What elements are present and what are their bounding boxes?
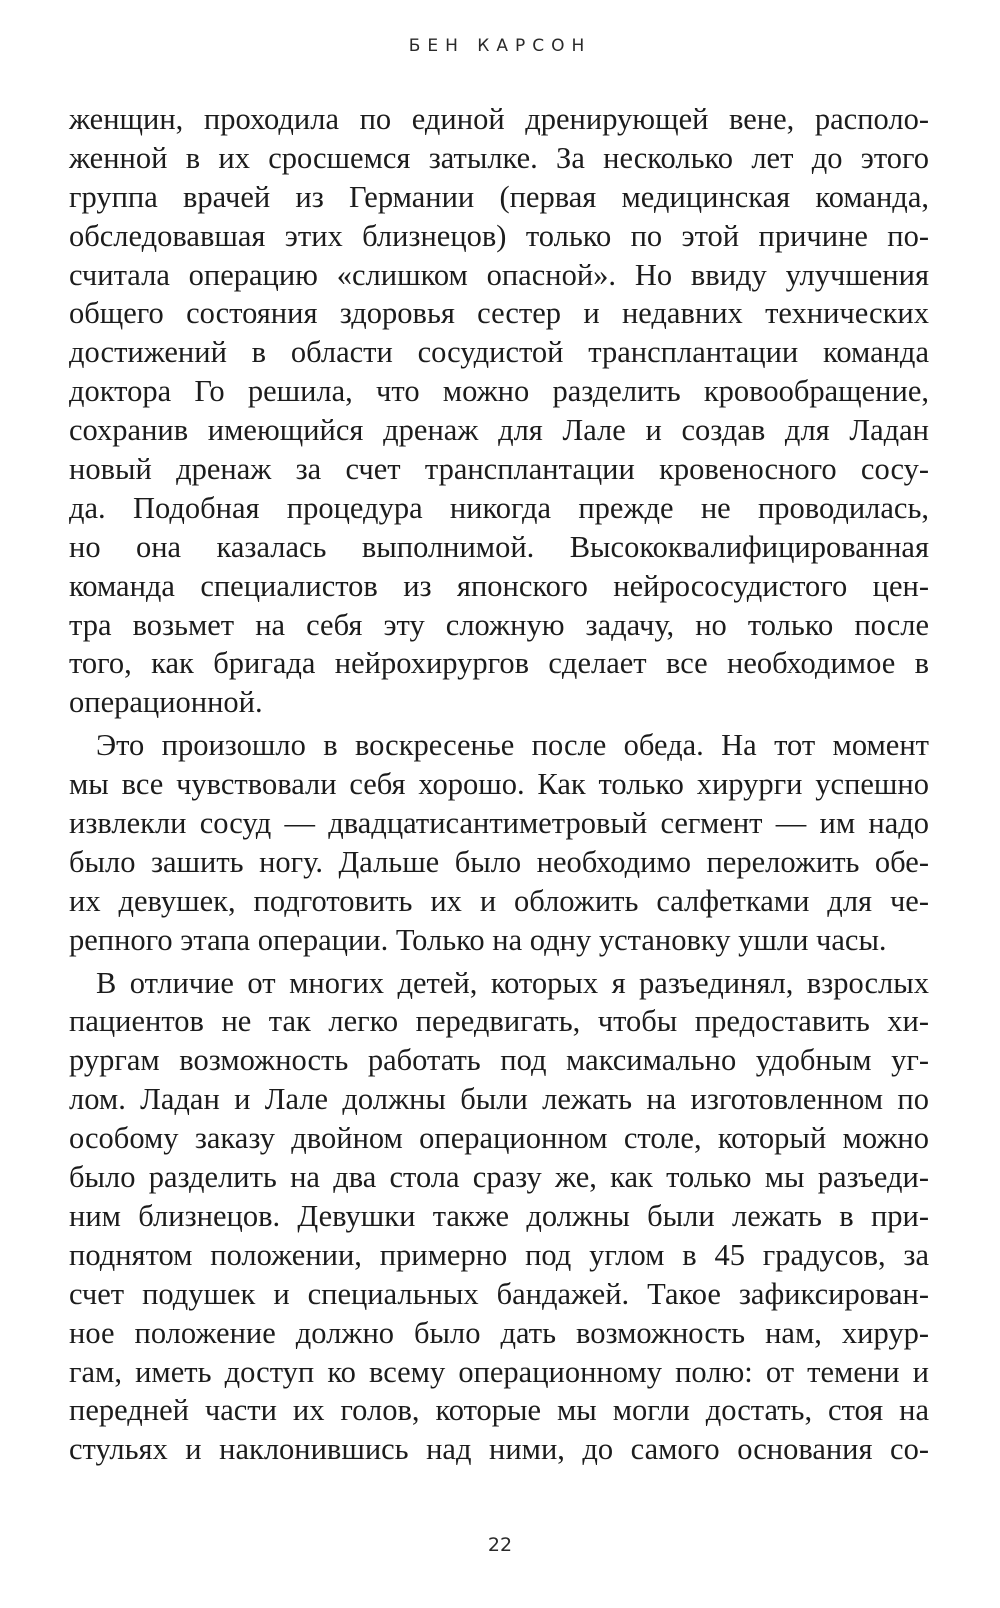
body-text bbox=[69, 100, 929, 1469]
text-line: тра возьмет на себя эту сложную задачу, но только после bbox=[69, 607, 929, 642]
text-line: пациентов не так легко передвигать, чтобы предоставить хи- bbox=[69, 1004, 929, 1039]
paragraph bbox=[69, 964, 929, 1470]
text-line: группа врачей из Германии (первая медицинская команда, bbox=[69, 179, 929, 214]
text-line: Это произошло в воскресенье после обеда. На тот момент bbox=[96, 728, 929, 763]
text-line: но она казалась выполнимой. Высококвалифицированная bbox=[69, 529, 929, 564]
text-line: репного этапа операции. Только на одну установку ушли часы. bbox=[69, 922, 887, 957]
text-line: гам, иметь доступ ко всему операционному полю: от темени и bbox=[69, 1354, 929, 1389]
paragraph bbox=[69, 100, 929, 722]
page-number: 22 bbox=[487, 1534, 513, 1556]
text-line: обследовавшая этих близнецов) только по этой причине по- bbox=[69, 218, 929, 253]
text-line: было зашить ногу. Дальше было необходимо переложить обе- bbox=[69, 844, 929, 879]
text-line: доктора Го решила, что можно разделить кровообращение, bbox=[69, 374, 929, 409]
running-head: БЕН КАРСОН bbox=[408, 36, 592, 56]
text-line: сохранив имеющийся дренаж для Лале и создав для Ладан bbox=[69, 413, 929, 448]
text-line: передней части их голов, которые мы могли достать, стоя на bbox=[69, 1393, 929, 1428]
text-line: новый дренаж за счет трансплантации кровеносного сосу- bbox=[69, 452, 929, 487]
text-line: ним близнецов. Девушки также должны были лежать в при- bbox=[69, 1198, 929, 1233]
text-line: извлекли сосуд — двадцатисантиметровый сегмент — им надо bbox=[69, 806, 929, 841]
text-line: мы все чувствовали себя хорошо. Как только хирурги успешно bbox=[69, 767, 929, 802]
text-line: ное положение должно было дать возможность нам, хирур- bbox=[69, 1315, 929, 1350]
text-line: да. Подобная процедура никогда прежде не проводилась, bbox=[69, 490, 929, 525]
text-line: рургам возможность работать под максимально удобным уг- bbox=[69, 1043, 929, 1078]
paragraph bbox=[69, 726, 929, 959]
text-line: общего состояния здоровья сестер и недавних технических bbox=[69, 296, 929, 331]
text-line: операционной. bbox=[69, 685, 263, 720]
text-line: того, как бригада нейрохирургов сделает все необходимое в bbox=[69, 646, 929, 681]
text-line: их девушек, подготовить их и обложить салфетками для че- bbox=[69, 883, 929, 918]
text-line: считала операцию «слишком опасной». Но ввиду улучшения bbox=[69, 257, 929, 292]
text-line: счет подушек и специальных бандажей. Такое зафиксирован- bbox=[69, 1276, 929, 1311]
text-line: женной в их сросшемся затылке. За несколько лет до этого bbox=[69, 140, 929, 175]
text-line: достижений в области сосудистой трансплантации команда bbox=[69, 335, 929, 370]
text-line: команда специалистов из японского нейрососудистого цен- bbox=[69, 568, 929, 603]
text-line: женщин, проходила по единой дренирующей вене, располо- bbox=[69, 102, 929, 136]
text-line: особому заказу двойном операционном столе, который можно bbox=[69, 1121, 929, 1156]
text-line: В отличие от многих детей, которых я разъединял, взрослых bbox=[96, 965, 929, 1000]
text-line: лом. Ладан и Лале должны были лежать на изготовленном по bbox=[69, 1082, 929, 1117]
text-line: стульях и наклонившись над ними, до самого основания со- bbox=[69, 1432, 929, 1467]
text-line: поднятом положении, примерно под углом в 45 градусов, за bbox=[69, 1237, 929, 1272]
text-line: было разделить на два стола сразу же, как только мы разъеди- bbox=[69, 1160, 929, 1195]
